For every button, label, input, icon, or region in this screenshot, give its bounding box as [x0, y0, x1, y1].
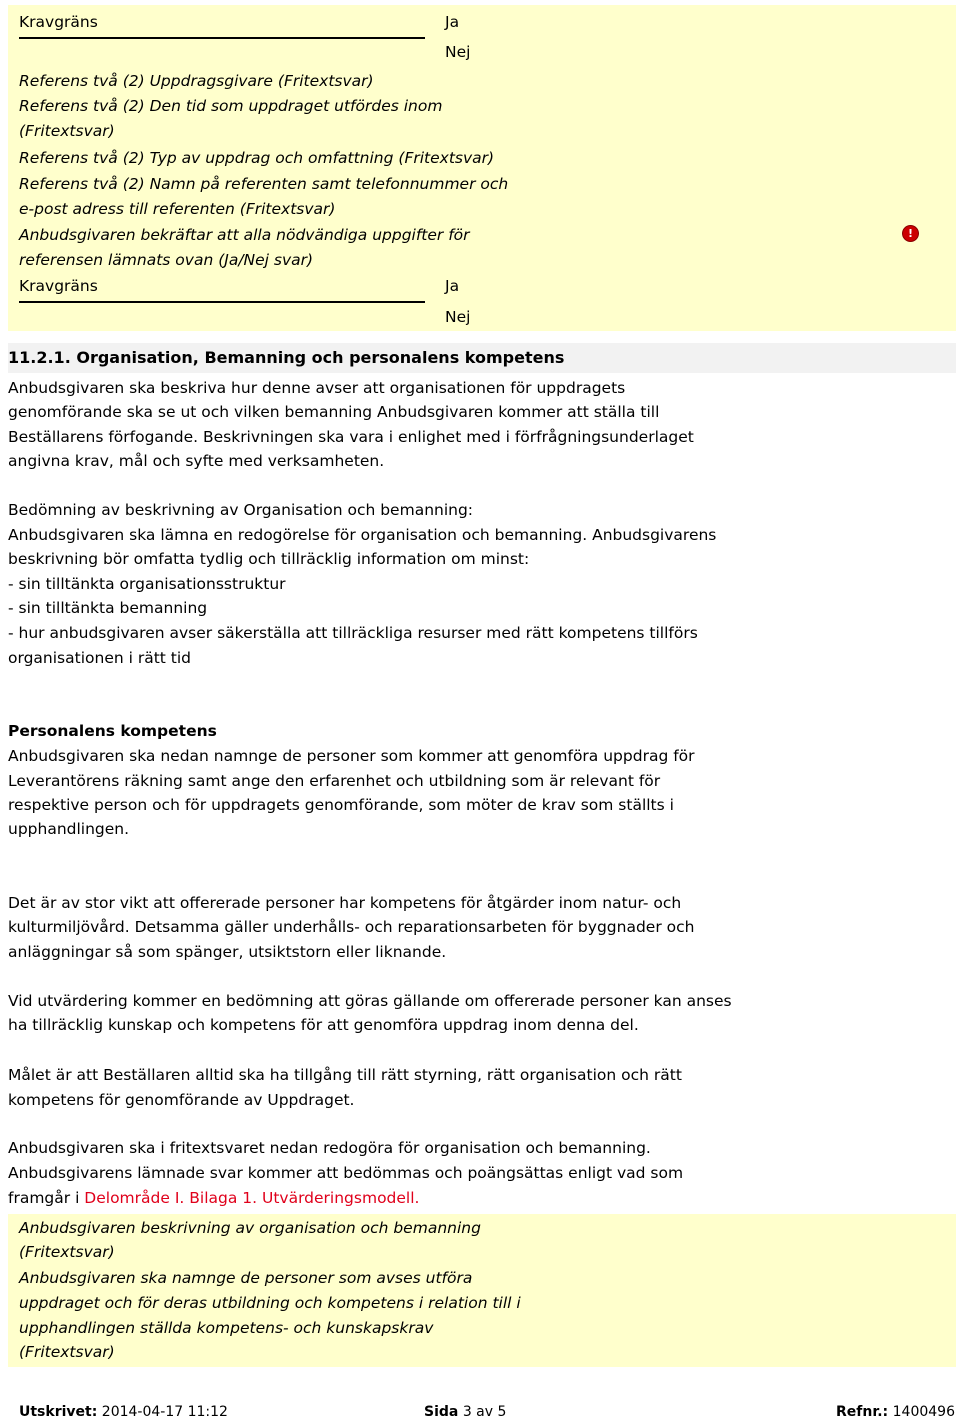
body-line: Anbudsgivaren ska i fritextsvaret nedan redogöra för organisation och bemanning. [8, 1139, 651, 1157]
question-line: Referens två (2) Uppdragsgivare (Fritextsvar) [19, 72, 374, 90]
body-line: - sin tilltänkta organisationsstruktur [8, 575, 286, 593]
option-nej[interactable]: Nej [445, 308, 471, 326]
question-line: Referens två (2) Den tid som uppdraget utfördes inom [19, 97, 443, 115]
answer-underline [19, 37, 425, 39]
footer-ref-label: Refnr.: [836, 1404, 889, 1420]
question-line: (Fritextsvar) [19, 1243, 115, 1261]
body-line: Målet är att Beställaren alltid ska ha tillgång till rätt styrning, rätt organisation och rätt [8, 1066, 682, 1084]
body-line: Anbudsgivaren ska lämna en redogörelse för organisation och bemanning. Anbudsgivarens [8, 526, 717, 544]
footer-ref [836, 1402, 955, 1422]
question-line: Referens två (2) Typ av uppdrag och omfattning (Fritextsvar) [19, 149, 495, 167]
question-line: e-post adress till referenten (Fritextsvar) [19, 200, 336, 218]
footer-ref-value: 1400496 [892, 1404, 955, 1420]
body-line: kulturmiljövård. Detsamma gäller underhålls- och reparationsarbeten för byggnader och [8, 918, 695, 936]
body-line: Anbudsgivaren ska nedan namnge de personer som kommer att genomföra uppdrag för [8, 747, 695, 765]
body-line: ha tillräcklig kunskap och kompetens för att genomföra uppdrag inom denna del. [8, 1016, 639, 1034]
question-line: referensen lämnats ovan (Ja/Nej svar) [19, 251, 314, 269]
option-nej[interactable]: Nej [445, 43, 471, 61]
body-line: Det är av stor vikt att offererade personer har kompetens för åtgärder inom natur- och [8, 894, 682, 912]
footer-page [424, 1402, 506, 1422]
kravgrans-label: Kravgräns [19, 277, 98, 295]
body-line: Anbudsgivarens lämnade svar kommer att bedömmas och poängsättas enligt vad som [8, 1164, 684, 1182]
option-ja[interactable]: Ja [445, 13, 460, 31]
body-line: Bedömning av beskrivning av Organisation och bemanning: [8, 501, 474, 519]
footer-printed [19, 1402, 228, 1422]
body-line: respektive person och för uppdragets genomförande, som möter de krav som ställts i [8, 796, 674, 814]
footer-printed-value: 2014-04-17 11:12 [101, 1404, 228, 1420]
question-line: Anbudsgivaren bekräftar att alla nödvändiga uppgifter för [19, 226, 470, 244]
section-title: 11.2.1. Organisation, Bemanning och personalens kompetens [8, 348, 565, 367]
body-line-with-link [8, 1186, 419, 1211]
evaluation-model-link[interactable]: Delområde I. Bilaga 1. Utvärderingsmodell. [84, 1189, 420, 1207]
subheading-personalens-kompetens: Personalens kompetens [8, 722, 217, 740]
body-line: - sin tilltänkta bemanning [8, 599, 208, 617]
question-line: Anbudsgivaren beskrivning av organisation och bemanning [19, 1219, 481, 1237]
section-heading-bar [8, 343, 956, 373]
question-line: (Fritextsvar) [19, 1343, 115, 1361]
body-line: beskrivning bör omfatta tydlig och tillräcklig information om minst: [8, 550, 530, 568]
body-line: anläggningar så som spänger, utsiktstorn eller liknande. [8, 943, 447, 961]
question-line: uppdraget och för deras utbildning och kompetens i relation till i [19, 1294, 521, 1312]
footer-page-label: Sida [424, 1404, 459, 1420]
body-line: Vid utvärdering kommer en bedömning att göras gällande om offererade personer kan anses [8, 992, 732, 1010]
link-prefix: framgår i [8, 1189, 85, 1207]
answer-underline [19, 301, 425, 303]
body-line: genomförande ska se ut och vilken bemanning Anbudsgivaren kommer att ställa till [8, 403, 660, 421]
question-line: Referens två (2) Namn på referenten samt telefonnummer och [19, 175, 509, 193]
option-ja[interactable]: Ja [445, 277, 460, 295]
body-line: kompetens för genomförande av Uppdraget. [8, 1091, 355, 1109]
question-line: Anbudsgivaren ska namnge de personer som avses utföra [19, 1269, 473, 1287]
warning-icon: ! [903, 226, 918, 241]
body-line: organisationen i rätt tid [8, 649, 192, 667]
body-line: Beställarens förfogande. Beskrivningen ska vara i enlighet med i förfrågningsunderlaget [8, 428, 694, 446]
body-line: upphandlingen. [8, 820, 130, 838]
body-line: Leverantörens räkning samt ange den erfarenhet och utbildning som är relevant för [8, 772, 661, 790]
footer-printed-label: Utskrivet: [19, 1404, 98, 1420]
footer-page-value: 3 av 5 [462, 1404, 507, 1420]
question-line: upphandlingen ställda kompetens- och kunskapskrav [19, 1319, 434, 1337]
question-line: (Fritextsvar) [19, 122, 115, 140]
body-line: Anbudsgivaren ska beskriva hur denne avser att organisationen för uppdragets [8, 379, 626, 397]
kravgrans-label: Kravgräns [19, 13, 98, 31]
body-line: angivna krav, mål och syfte med verksamheten. [8, 452, 385, 470]
body-line: - hur anbudsgivaren avser säkerställa att tillräckliga resurser med rätt kompetens tillförs [8, 624, 698, 642]
